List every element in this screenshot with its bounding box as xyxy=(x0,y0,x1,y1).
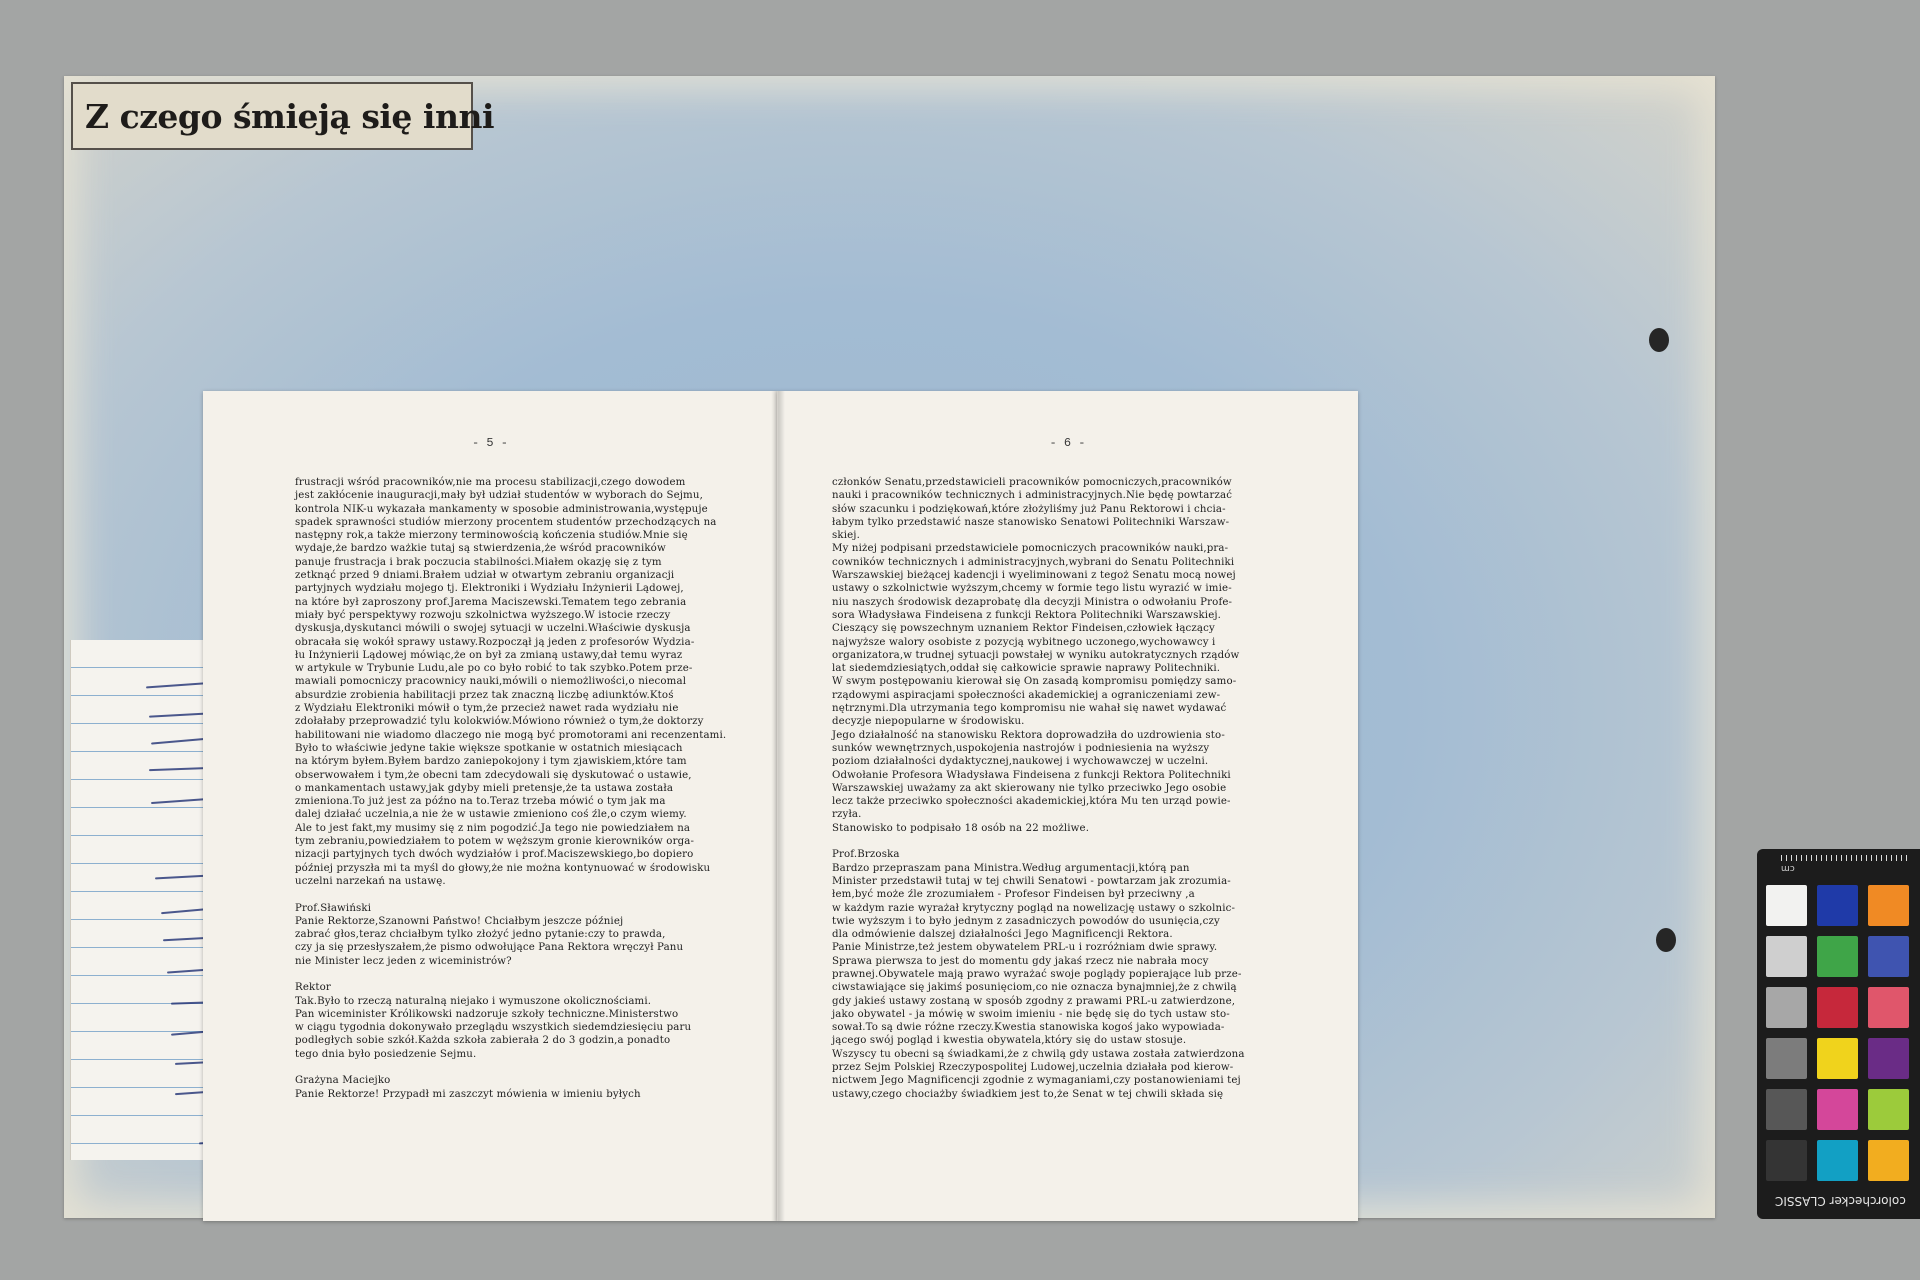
text-line: uczelni narzekań na ustawę. xyxy=(295,875,446,887)
text-line: w ciągu tygodnia dokonywało przeglądu wszystkich siedemdziesięciu paru xyxy=(295,1022,692,1034)
punch-hole-lower xyxy=(1656,928,1676,952)
mm-ruler xyxy=(1781,855,1911,861)
text-line: nauki i pracowników technicznych i administracyjnych.Nie będę powtarzać xyxy=(832,490,1233,502)
text-line: mawiali pomocniczy pracownicy nauki,mówili o niemożliwości,o niecomal xyxy=(295,676,687,688)
text-line: z Wydziału Elektroniki mówił o tym,że przecież nawet rada wydziału nie xyxy=(295,703,679,715)
text-line: podległych sobie szkół.Każda szkoła zabierała 2 do 3 godzin,a ponadto xyxy=(295,1035,671,1047)
text-line: My niżej podpisani przedstawiciele pomocniczych pracowników nauki,pra- xyxy=(832,543,1229,555)
text-line: niu naszych środowisk dezaprobatę dla decyzji Ministra o odwołaniu Profe- xyxy=(832,596,1233,608)
text-line: Sprawa pierwsza to jest do momentu gdy jakaś rzecz nie nabrała mocy xyxy=(832,955,1209,967)
handwriting-stroke xyxy=(149,712,211,717)
text-line: panuje frustracja i brak poczucia stabilności.Miałem okazję się z tym xyxy=(295,556,662,568)
text-line: na którym byłem.Byłem bardzo zaniepokojony i tym zjawiskiem,które tam xyxy=(295,756,687,768)
color-patch xyxy=(1817,1140,1858,1181)
text-line: zabrać głos,teraz chciałbym tylko złożyć jedno pytanie:czy to prawda, xyxy=(295,929,666,941)
page-6-body-text xyxy=(832,476,1245,1101)
text-line: członków Senatu,przedstawicieli pracowników pomocniczych,pracowników xyxy=(832,477,1232,488)
text-line: tego dnia było posiedzenie Sejmu. xyxy=(295,1048,477,1060)
text-line: Prof.Brzoska xyxy=(832,849,900,861)
text-line: rzyła. xyxy=(832,809,862,821)
text-line: Było to właściwie jedyne takie większe spotkanie w ostatnich miesiącach xyxy=(295,742,683,754)
page-number: - 5 - xyxy=(471,436,508,450)
punch-hole-upper xyxy=(1649,328,1669,352)
paragraph-gap xyxy=(295,1061,726,1074)
color-patch xyxy=(1766,1089,1807,1130)
handwriting-stroke xyxy=(155,875,209,880)
text-line: Bardzo przepraszam pana Ministra.Według argumentacji,którą pan xyxy=(832,862,1190,874)
text-line: frustracji wśród pracowników,nie ma procesu stabilizacji,czego dowodem xyxy=(295,477,686,488)
text-line: najwyższe walory osobiste z pozycją wybitnego uczonego,wychowawcy i xyxy=(832,636,1216,648)
color-patch xyxy=(1817,936,1858,977)
color-patch xyxy=(1766,1140,1807,1181)
text-line: Stanowisko to podpisało 18 osób na 22 możliwe. xyxy=(832,822,1090,834)
text-line: lat siedemdziesiątych,oddał się całkowicie sprawie naprawy Politechniki. xyxy=(832,663,1221,675)
color-patch xyxy=(1868,936,1909,977)
text-line: twie wyższym i to było jednym z zasadniczych powodów do usunięcia,czy xyxy=(832,915,1220,927)
color-patch xyxy=(1766,1038,1807,1079)
color-patch xyxy=(1817,987,1858,1028)
text-line: łabym tylko przedstawić nasze stanowisko Senatowi Politechniki Warszaw- xyxy=(832,516,1230,528)
text-line: Minister przedstawił tutaj w tej chwili Senatowi - powtarzam jak zrozumia- xyxy=(832,875,1231,887)
text-line: na które był zaproszony prof.Jarema Maciszewski.Tematem tego zebrania xyxy=(295,596,687,608)
headline-text: Z czego śmieją się inni xyxy=(85,96,494,136)
text-line: Cieszący się powszechnym uznaniem Rektor Findeisen,człowiek łączący xyxy=(832,623,1215,635)
text-line: miały być perspektywy rozwoju szkolnictwa wyższego.W istocie rzeczy xyxy=(295,609,671,621)
text-line: absurdzie zrobienia habilitacji przez tak znaczną liczbę adiunktów.Ktoś xyxy=(295,689,674,701)
page-number: - 6 - xyxy=(1049,436,1086,450)
text-line: przez Sejm Polskiej Rzeczypospolitej Ludowej,uczelnia działała pod kierow- xyxy=(832,1062,1234,1074)
text-line: W swym postępowaniu kierował się On zasadą kompromisu pomiędzy samo- xyxy=(832,676,1237,688)
color-patch xyxy=(1766,987,1807,1028)
booklet-page-6 xyxy=(777,391,1358,1221)
text-line: prawnej.Obywatele mają prawo wyrażać swoje poglądy popierające lub prze- xyxy=(832,968,1242,980)
text-line: Grażyna Maciejko xyxy=(295,1075,391,1087)
text-line: w każdym razie wyrażał krytyczny pogląd na nowelizację ustawy o szkolnic- xyxy=(832,902,1236,914)
text-line: Pan wiceminister Królikowski nadzoruje szkoły techniczne.Ministerstwo xyxy=(295,1008,679,1020)
text-line: dyskusja,dyskutanci mówili o swojej sytuacji w uczelni.Właściwie dyskusja xyxy=(295,623,691,635)
open-booklet xyxy=(203,391,1358,1221)
text-line: Prof.Sławiński xyxy=(295,902,372,914)
text-line: Warszawskiej uważamy za akt skierowany nie tylko przeciwko Jego osobie xyxy=(832,782,1227,794)
paragraph-gap xyxy=(832,835,1245,848)
text-line: ustawy o szkolnictwie wyższym,chcemy w formie tego listu wyrazić w imie- xyxy=(832,583,1232,595)
color-patch xyxy=(1817,1089,1858,1130)
text-line: Tak.Było to rzeczą naturalną niejako i wymuszone okolicznościami. xyxy=(295,995,652,1007)
text-line: spadek sprawności studiów mierzony procentem studentów przechodzących na xyxy=(295,516,717,528)
text-line: lecz także przeciwko społeczności akademickiej,która Mu ten urząd powie- xyxy=(832,796,1231,808)
text-line: wydaje,że bardzo ważkie tutaj są stwierdzenia,że wśród pracowników xyxy=(295,543,666,555)
text-line: Ale to jest fakt,my musimy się z nim pogodzić.Ja tego nie powiedziałem na xyxy=(295,822,691,834)
text-line: obserwowałem i tym,że obecni tam zdecydowali się dyskutować o ustawie, xyxy=(295,769,692,781)
text-line: łu Inżynierii Lądowej mówiąc,że on był za zmianą ustawy,dał temu wyraz xyxy=(295,649,683,661)
paragraph-gap xyxy=(295,888,726,901)
text-line: organizatora,w trudnej sytuacji powstałej w wyniku autokratycznych rządów xyxy=(832,649,1240,661)
text-line: ciwstawiające się jakimś posunięciom,co nie oznacza bynajmniej,że z chwilą xyxy=(832,982,1237,994)
text-line: sora Władysława Findeisena z funkcji Rektora Politechniki Warszawskiej. xyxy=(832,609,1222,621)
text-line: partyjnych wydziału mojego tj. Elektroniki i Wydziału Inżynierii Lądowej, xyxy=(295,583,684,595)
text-line: dalej działać uczelnia,a nie że w ustawie zmieniono coś źle,o czym wiemy. xyxy=(295,809,687,821)
text-line: słów szacunku i podziękowań,które złożyliśmy już Panu Rektorowi i chcia- xyxy=(832,503,1226,515)
text-line: łem,być może źle zrozumiałem - Profesor Findeisen był przeciwny ,a xyxy=(832,889,1195,901)
color-patch xyxy=(1868,1038,1909,1079)
text-line: później przyszła mi ta myśl do głowy,że nie można kontynuować w środowisku xyxy=(295,862,711,874)
text-line: Warszawskiej bieżącej kadencji i wyeliminowani z tegoż Senatu mocą nowej xyxy=(832,570,1236,582)
text-line: w artykule w Trybunie Ludu,ale po co było robić to tak szybko.Potem prze- xyxy=(295,663,693,675)
newspaper-headline-clipping xyxy=(71,82,494,150)
text-line: Odwołanie Profesora Władysława Findeisena z funkcji Rektora Politechniki xyxy=(832,769,1231,781)
handwriting-stroke xyxy=(151,737,211,744)
text-line: habilitowani nie wiadomo dlaczego nie mogą być promotorami ani recenzentami. xyxy=(295,729,727,741)
text-line: cowników technicznych i administracyjnych,wybrani do Senatu Politechniki xyxy=(832,556,1235,568)
color-patch xyxy=(1868,1140,1909,1181)
color-checker-brand: colorchecker CLASSIC xyxy=(1775,1194,1906,1208)
text-line: następny rok,a także mierzony terminowością kończenia studiów.Mnie się xyxy=(295,530,688,542)
text-line: ustawy,czego chociażby świadkiem jest to,że Senat w tej chwili składa się xyxy=(832,1088,1224,1100)
text-line: Rektor xyxy=(295,982,331,994)
booklet-page-5 xyxy=(203,391,777,1221)
text-line: Panie Rektorze! Przypadł mi zaszczyt mówienia w imieniu byłych xyxy=(295,1088,641,1100)
text-line: decyzje niepopularne w środowisku. xyxy=(832,716,1025,728)
color-patch xyxy=(1766,936,1807,977)
text-line: nizacji partyjnych tych dwóch wydziałów i prof.Maciszewskiego,bo dopiero xyxy=(295,849,694,861)
text-line: jest zakłócenie inauguracji,mały był udział studentów w wyborach do Sejmu, xyxy=(295,490,703,502)
text-line: obracała się wokół sprawy ustawy.Rozpoczął ją jeden z profesorów Wydzia- xyxy=(295,636,695,648)
text-line: sunków wewnętrznych,uspokojenia nastrojów i podniesienia na wyższy xyxy=(832,742,1210,754)
color-patch xyxy=(1868,987,1909,1028)
text-line: sował.To są dwie różne rzeczy.Kwestia stanowiska kogoś jako wypowiada- xyxy=(832,1022,1225,1034)
text-line: Jego działalność na stanowisku Rektora doprowadziła do uzdrowienia sto- xyxy=(832,729,1225,741)
color-patch xyxy=(1817,885,1858,926)
text-line: zetknąć przed 9 dniami.Brałem udział w otwartym zebraniu organizacji xyxy=(295,570,675,582)
color-patch xyxy=(1766,885,1807,926)
ruler-unit-label: cm xyxy=(1781,863,1795,873)
page-5-body-text xyxy=(295,476,726,1101)
text-line: dla odmówienie dalszej działalności Jego Magnificencji Rektora. xyxy=(832,929,1173,941)
text-line: Panie Rektorze,Szanowni Państwo! Chciałbym jeszcze później xyxy=(295,915,624,927)
paragraph-gap xyxy=(295,968,726,981)
text-line: nie Minister lecz jeden z wiceministrów? xyxy=(295,955,512,967)
text-line: rządowymi aspiracjami społeczności akademickiej a ograniczeniami zew- xyxy=(832,689,1221,701)
text-line: o mankamentach ustawy,jak gdyby mieli pretensje,że ta ustawa została xyxy=(295,782,674,794)
text-line: kontrola NIK-u wykazała mankamenty w sposobie administrowania,występuje xyxy=(295,503,708,515)
color-patch xyxy=(1817,1038,1858,1079)
text-line: Wszyscy tu obecni są świadkami,że z chwilą gdy ustawa została zatwierdzona xyxy=(832,1048,1245,1060)
text-line: poziom działalności dydaktycznej,naukowej i wychowawczej w uczelni. xyxy=(832,756,1209,768)
text-line: czy ja się przesłyszałem,że pismo odwołujące Pana Rektora wręczył Panu xyxy=(295,942,684,954)
booklet-gutter xyxy=(771,391,785,1221)
text-line: nictwem Jego Magnificencji zgodnie z wymaganiami,czy postanowieniami tej xyxy=(832,1075,1241,1087)
text-line: zmieniona.To już jest za późno na to.Teraz trzeba mówić o tym jak ma xyxy=(295,796,666,808)
text-line: Panie Ministrze,też jestem obywatelem PRL-u i rozróżniam dwie sprawy. xyxy=(832,942,1218,954)
text-line: nętrznymi.Dla utrzymania tego kompromisu nie wahał się nawet wydawać xyxy=(832,703,1227,715)
color-checker-card xyxy=(1757,849,1920,1219)
text-line: skiej. xyxy=(832,530,860,542)
text-line: jącego swój pogląd i kwestia obywatela,który się do ustaw stosuje. xyxy=(832,1035,1187,1047)
color-patch xyxy=(1868,1089,1909,1130)
text-line: gdy jakieś ustawy zostaną w sposób zgodny z prawami PRL-u zatwierdzone, xyxy=(832,995,1236,1007)
text-line: jako obywatel - ja mówię w swoim imieniu - nie będę się do tych ustaw sto- xyxy=(832,1008,1230,1020)
text-line: zdołałaby przeprowadzić tylu kolokwiów.Mówiono również o tym,że doktorzy xyxy=(295,716,704,728)
handwriting-stroke xyxy=(151,798,209,804)
text-line: tym zebraniu,powiedziałem to potem w węższym gronie kierowników orga- xyxy=(295,836,695,848)
color-patch xyxy=(1868,885,1909,926)
